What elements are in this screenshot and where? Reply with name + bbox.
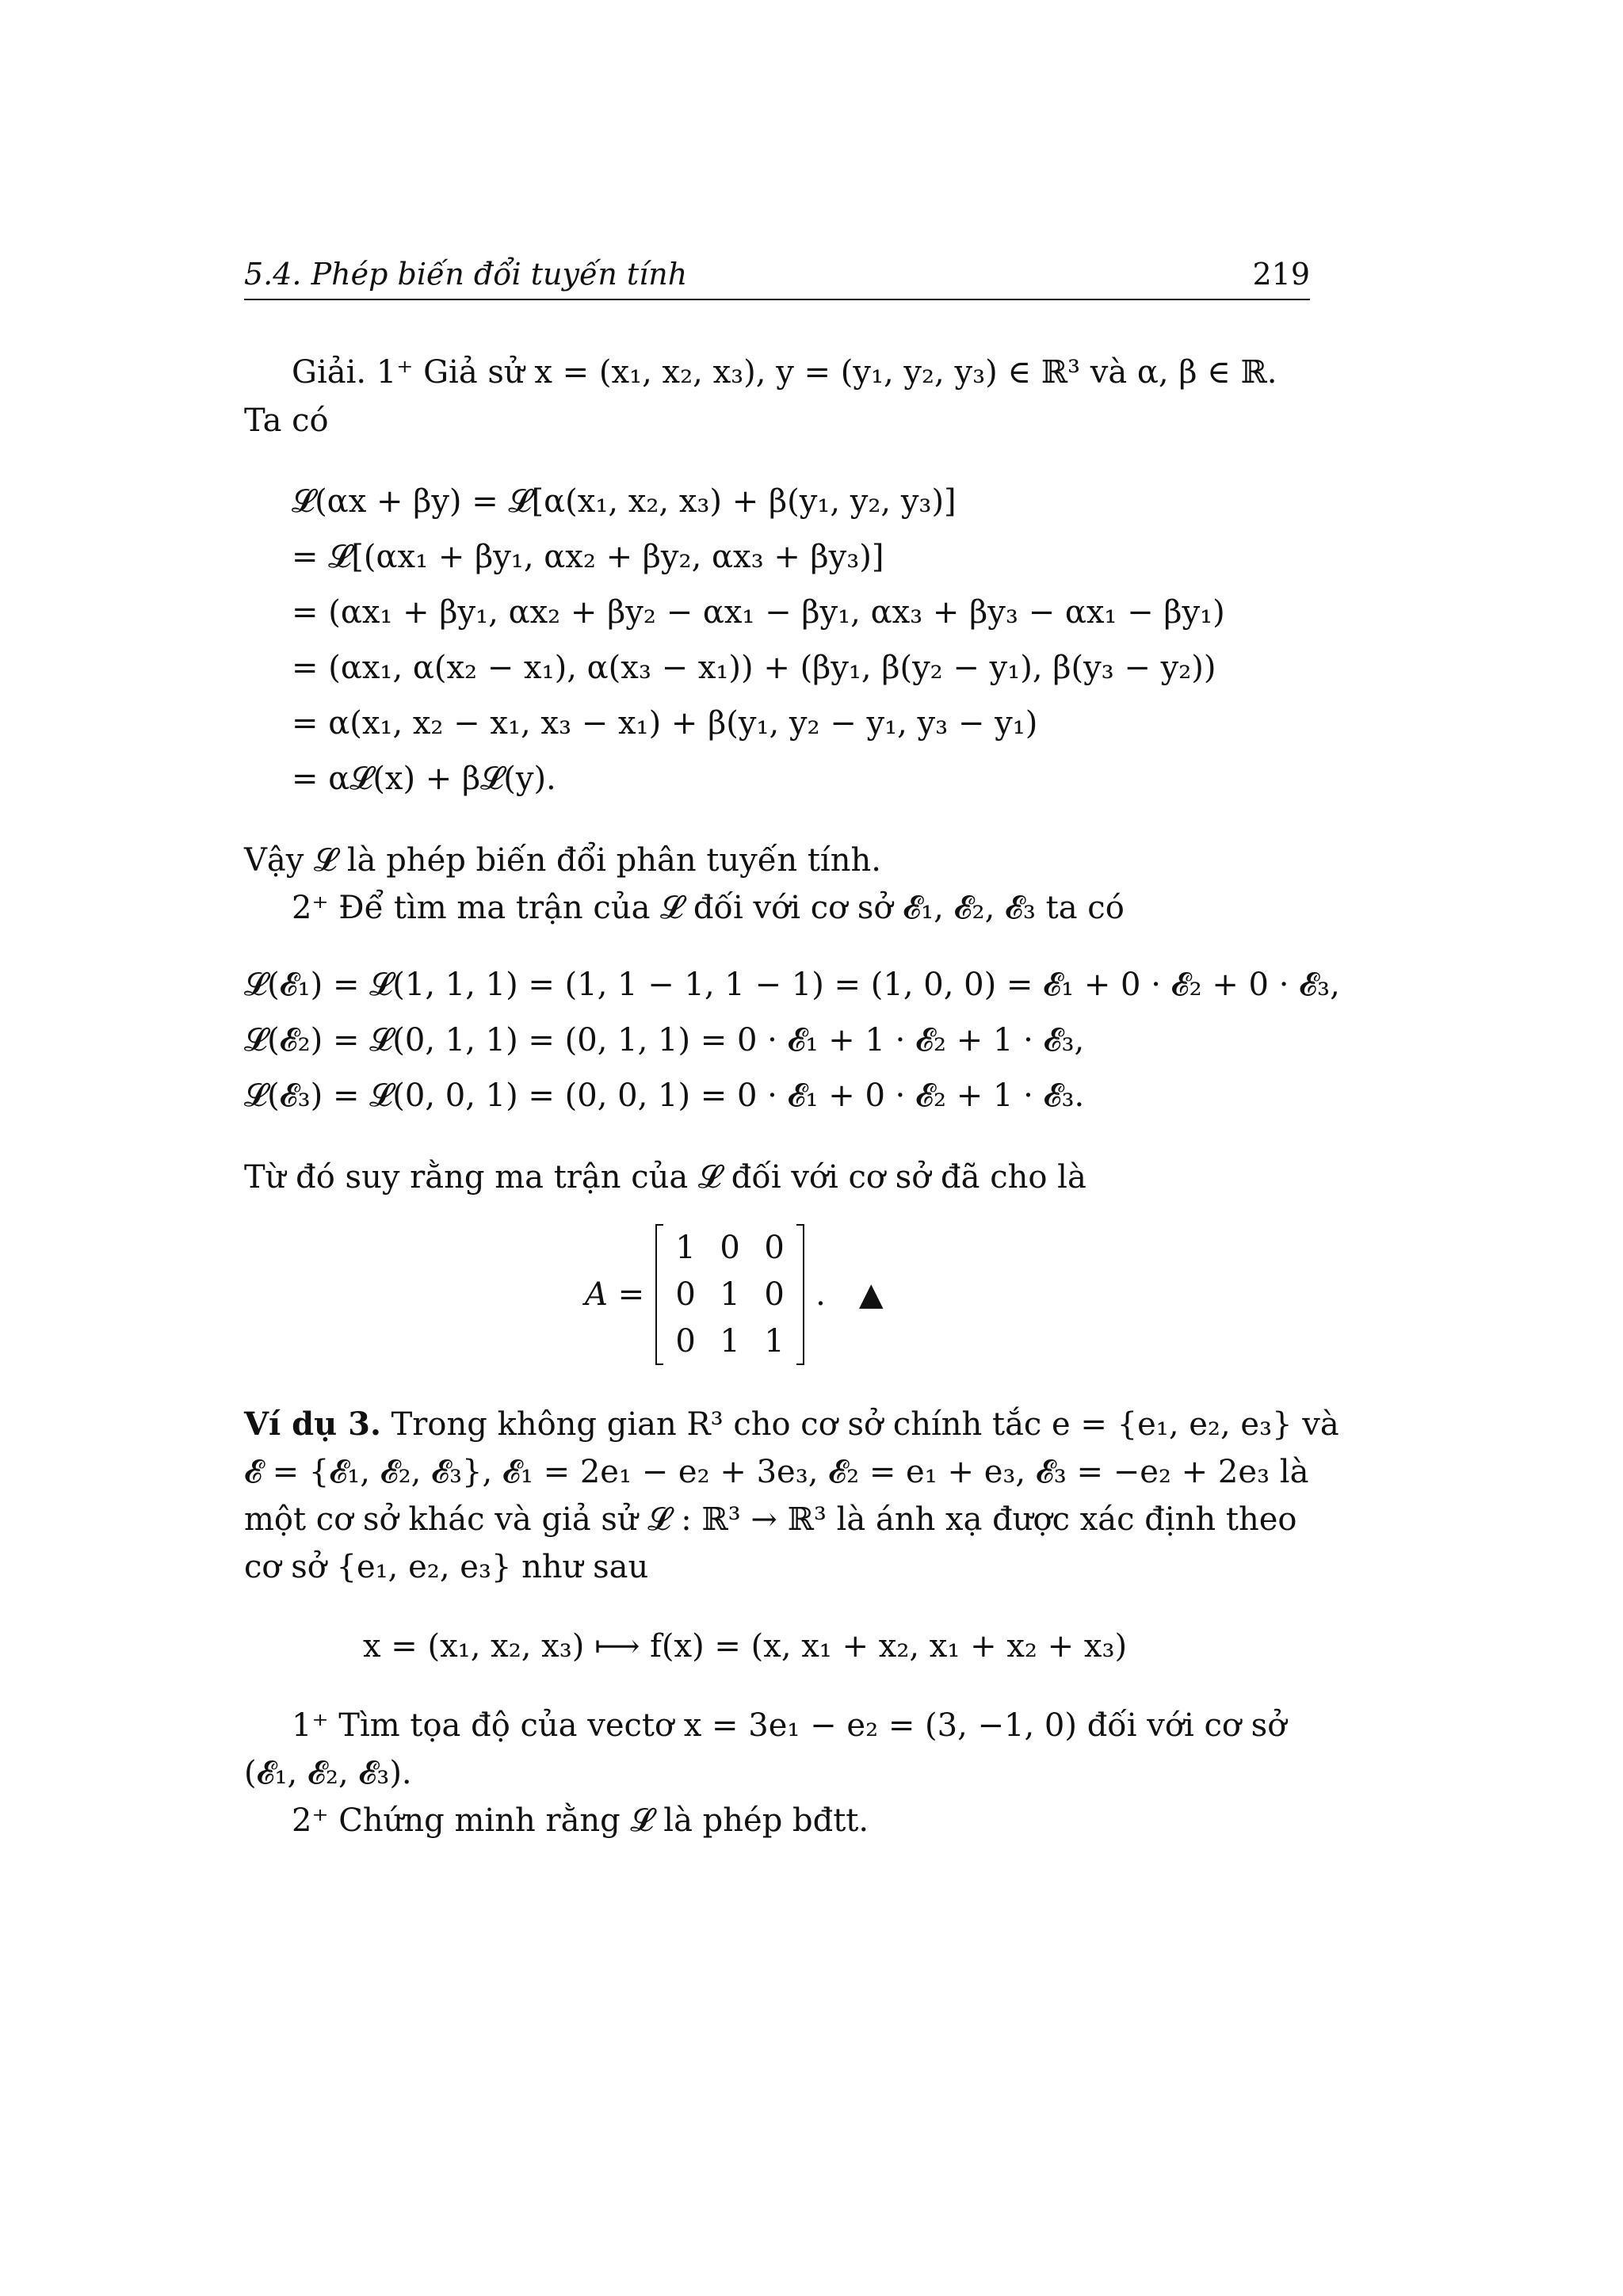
matrix-cell: 1	[720, 1276, 740, 1313]
example-text: một cơ sở khác và giả sử 𝓛 : ℝ³ → ℝ³ là ánh xạ được xác định theo	[244, 1501, 1297, 1538]
example-text: Trong không gian R³ cho cơ sở chính tắc e = {e₁, e₂, e₃} và	[391, 1406, 1339, 1443]
equation-line: 𝓛(𝓔₂) = 𝓛(0, 1, 1) = (0, 1, 1) = 0 · 𝓔₁ + 1 · 𝓔₂ + 1 · 𝓔₃,	[244, 1022, 1085, 1058]
task2-text: 2⁺ Chứng minh rằng 𝓛 là phép bđtt.	[292, 1802, 869, 1839]
matrix-cell: 1	[675, 1230, 696, 1266]
matrix-A	[585, 1224, 884, 1365]
conclusion-text: Vậy 𝓛 là phép biến đổi phân tuyến tính.	[244, 842, 881, 879]
matrix-period: .	[815, 1276, 826, 1313]
example-text: 𝓔 = {𝓔₁, 𝓔₂, 𝓔₃}, 𝓔₁ = 2e₁ − e₂ + 3e₃, 𝓔₂ = e₁ + e₃, 𝓔₃ = −e₂ + 2e₃ là	[244, 1454, 1309, 1490]
example-label: Ví dụ 3.	[244, 1405, 381, 1443]
matrix-cell: 0	[675, 1323, 696, 1360]
matrix-cell: 0	[720, 1230, 740, 1266]
running-header	[244, 250, 1310, 300]
left-bracket	[655, 1224, 663, 1365]
mapping-equation: x = (x₁, x₂, x₃) ⟼ f(x) = (x, x₁ + x₂, x₁ + x₂ + x₃)	[363, 1628, 1128, 1665]
equation-line: = 𝓛[(αx₁ + βy₁, αx₂ + βy₂, αx₃ + βy₃)]	[292, 539, 884, 575]
equation-line: 𝓛(αx + βy) = 𝓛[α(x₁, x₂, x₃) + β(y₁, y₂, y₃)]	[292, 483, 957, 520]
matrix-grid	[663, 1225, 796, 1365]
equation-line: = α(x₁, x₂ − x₁, x₃ − x₁) + β(y₁, y₂ − y₁, y₃ − y₁)	[292, 705, 1038, 742]
example-3-line	[244, 1402, 1339, 1447]
page-number: 219	[1252, 257, 1310, 292]
equation-line: = (αx₁, α(x₂ − x₁), α(x₃ − x₁)) + (βy₁, β(y₂ − y₁), β(y₃ − y₂))	[292, 650, 1216, 686]
equation-line: 𝓛(𝓔₃) = 𝓛(0, 0, 1) = (0, 0, 1) = 0 · 𝓔₁ + 0 · 𝓔₂ + 1 · 𝓔₃.	[244, 1077, 1085, 1114]
end-of-proof-icon: ▲	[858, 1276, 884, 1313]
matrix-label: A =	[585, 1276, 645, 1313]
matrix-cell: 1	[764, 1323, 785, 1360]
matrix-cell: 0	[764, 1276, 785, 1313]
equation-line: 𝓛(𝓔₁) = 𝓛(1, 1, 1) = (1, 1 − 1, 1 − 1) = (1, 0, 0) = 𝓔₁ + 0 · 𝓔₂ + 0 · 𝓔₃,	[244, 967, 1340, 1003]
example-text: cơ sở {e₁, e₂, e₃} như sau	[244, 1549, 649, 1585]
solution-intro: Giải. 1⁺ Giả sử x = (x₁, x₂, x₃), y = (y₁, y₂, y₃) ∈ ℝ³ và α, β ∈ ℝ.	[292, 354, 1277, 391]
task1-text: 1⁺ Tìm tọa độ của vectơ x = 3e₁ − e₂ = (3, −1, 0) đối với cơ sở	[292, 1707, 1287, 1744]
ta-co-text: Ta có	[244, 402, 329, 439]
part2-intro: 2⁺ Để tìm ma trận của 𝓛 đối với cơ sở 𝓔₁, 𝓔₂, 𝓔₃ ta có	[292, 890, 1125, 926]
matrix-cell: 0	[764, 1230, 785, 1266]
equation-line: = (αx₁ + βy₁, αx₂ + βy₂ − αx₁ − βy₁, αx₃ + βy₃ − αx₁ − βy₁)	[292, 594, 1225, 631]
matrix-cell: 1	[720, 1323, 740, 1360]
equation-line: = α𝓛(x) + β𝓛(y).	[292, 761, 556, 797]
task1-text: (𝓔₁, 𝓔₂, 𝓔₃).	[244, 1755, 412, 1791]
matrix-intro: Từ đó suy rằng ma trận của 𝓛 đối với cơ sở đã cho là	[244, 1159, 1086, 1196]
page	[244, 0, 1340, 2296]
right-bracket	[796, 1224, 804, 1365]
matrix-cell: 0	[675, 1276, 696, 1313]
section-title: 5.4. Phép biến đổi tuyến tính	[244, 257, 688, 292]
